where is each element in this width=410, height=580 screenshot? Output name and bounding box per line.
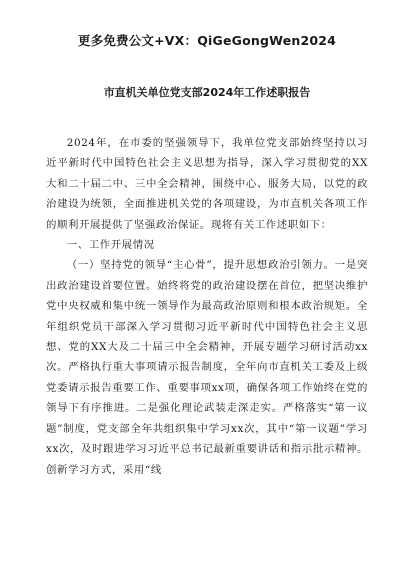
document-title: 市直机关单位党支部2024年工作述职报告 — [103, 86, 311, 99]
promo-banner: 更多免费公文+VX：QiGeGongWen2024 — [77, 33, 337, 48]
section-heading: 一、工作开展情况 — [66, 239, 155, 252]
section-paragraph: （一）坚持党的领导“主心骨”，提升思想政治引领力。一是突出政治建设首要位置。始终将党的政治建设摆在首位，把坚决维护党中央权威和集中统一领导作为最高政治原则和根本政治规矩。全年组织党员干部深入学习贯彻习近平新时代中国特色社会主义思想、党的XX大及二十届三中全会精神，开展专题学习研讨活动xx次。严格执行重大事项请示报告制度，全年向市直机关工委及上级党委请示报告重要工作、重要事项xx项，确保各项工作始终在党的领导下有序推进。二是强化理论武装走深走实。严格落实“第一议题”制度，党支部全年共组织集中学习xx次，其中“第一议题”学习xx次，及时跟进学习习近平总书记最新重要讲话和指示批示精神。创新学习方式，采用“线 — [46, 259, 368, 476]
document-body — [46, 133, 368, 480]
intro-paragraph: 2024年，在市委的坚强领导下，我单位党支部始终坚持以习近平新时代中国特色社会主义思想为指导，深入学习贯彻党的XX大和二十届二中、三中全会精神，围绕中心、服务大局，以党的政治建设为统领，全面推进机关党的各项建设，为市直机关各项工作的顺利开展提供了坚强政治保证。现将有关工作述职如下： — [46, 137, 368, 231]
